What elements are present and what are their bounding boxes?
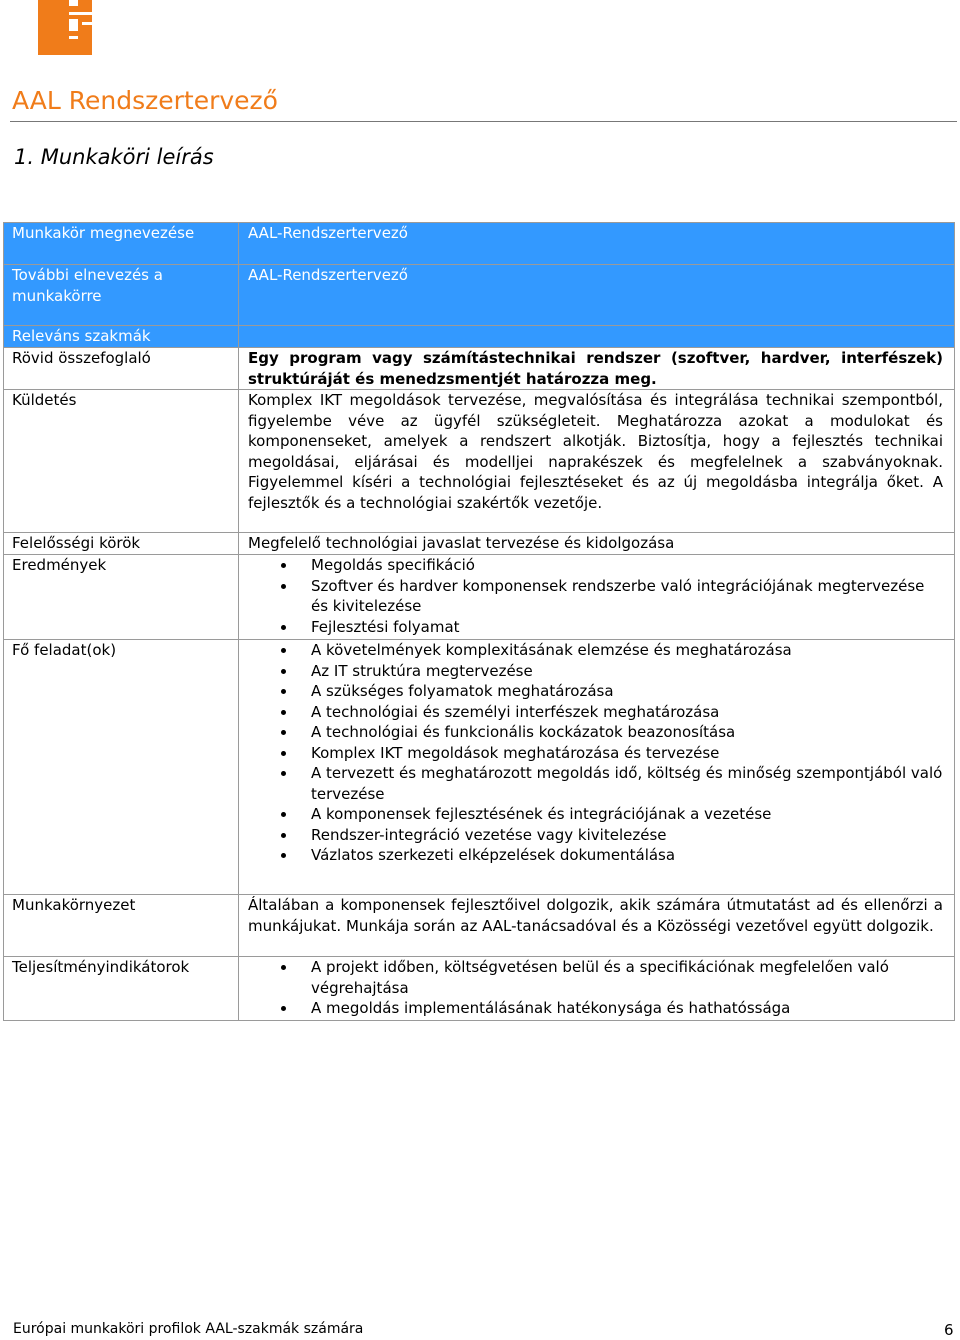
list-item: Vázlatos szerkezeti elképzelések dokumentálása xyxy=(248,845,943,866)
label-job-title: Munkakör megnevezése xyxy=(4,223,239,265)
list-item: A megoldás implementálásának hatékonysága és hathatóssága xyxy=(248,998,943,1019)
results-list xyxy=(248,555,943,637)
list-item: A követelmények komplexitásának elemzése és meghatározása xyxy=(248,640,943,661)
list-item: A projekt időben, költségvetésen belül és a specifikációnak megfelelően való végrehajtása xyxy=(248,957,943,998)
title-divider xyxy=(10,121,957,122)
value-mission: Komplex IKT megoldások tervezése, megvalósítása és integrálása technikai szempontból, figyelembe véve az ügyfél szükségleteit. Meghatározza azokat a modulokat és komponenseket, amelyek a rendszert alkotják. Biztosítja, hogy a fejlesztés technikai megoldásai, eljárásai és modelljei naprakészek és megfelelnek a szabványoknak. Figyelemmel kíséri a technológiai fejlesztéseket és az új megoldásba integrálja őket. A fejlesztők és a technológiai szakértők vezetője. xyxy=(239,390,955,533)
label-relevant-fields: Releváns szakmák xyxy=(4,326,239,348)
label-kpis: Teljesítményindikátorok xyxy=(4,957,239,1021)
row-results xyxy=(4,555,955,640)
label-responsibilities: Felelősségi körök xyxy=(4,533,239,555)
footer-text: Európai munkaköri profilok AAL-szakmák számára xyxy=(13,1321,364,1337)
logo-icon xyxy=(38,0,92,55)
list-item: Fejlesztési folyamat xyxy=(248,617,943,638)
label-alt-names: További elnevezés a munkakörre xyxy=(4,265,239,326)
row-alt-names xyxy=(4,265,955,326)
row-responsibilities xyxy=(4,533,955,555)
label-results: Eredmények xyxy=(4,555,239,640)
value-kpis xyxy=(239,957,955,1021)
row-main-tasks xyxy=(4,640,955,895)
list-item: A technológiai és funkcionális kockázatok beazonosítása xyxy=(248,722,943,743)
value-main-tasks xyxy=(239,640,955,895)
page-number: 6 xyxy=(944,1321,954,1339)
list-item: A tervezett és meghatározott megoldás idő, költség és minőség szempontjából való tervezése xyxy=(248,763,943,804)
value-environment: Általában a komponensek fejlesztőivel dolgozik, akik számára útmutatást ad és ellenőrzi a munkájukat. Munkája során az AAL-tanácsadóval és a Közösségi vezetővel együtt dolgozik. xyxy=(239,895,955,957)
row-kpis xyxy=(4,957,955,1021)
list-item: Szoftver és hardver komponensek rendszerbe való integrációjának megtervezése és kivitelezése xyxy=(248,576,943,617)
list-item: Komplex IKT megoldások meghatározása és tervezése xyxy=(248,743,943,764)
row-mission xyxy=(4,390,955,533)
label-main-tasks: Fő feladat(ok) xyxy=(4,640,239,895)
list-item: A komponensek fejlesztésének és integrációjának a vezetése xyxy=(248,804,943,825)
value-results xyxy=(239,555,955,640)
list-item: Megoldás specifikáció xyxy=(248,555,943,576)
label-summary: Rövid összefoglaló xyxy=(4,348,239,390)
list-item: Rendszer-integráció vezetése vagy kivitelezése xyxy=(248,825,943,846)
section-title: 1. Munkaköri leírás xyxy=(14,145,214,169)
value-job-title: AAL-Rendszertervező xyxy=(239,223,955,265)
value-alt-names: AAL-Rendszertervező xyxy=(239,265,955,326)
row-job-title xyxy=(4,223,955,265)
row-environment xyxy=(4,895,955,957)
value-summary: Egy program vagy számítástechnikai rendszer (szoftver, hardver, interfészek) struktúráját és menedzsmentjét határozza meg. xyxy=(239,348,955,390)
list-item: A szükséges folyamatok meghatározása xyxy=(248,681,943,702)
main-tasks-list xyxy=(248,640,943,866)
document-title: AAL Rendszertervező xyxy=(12,86,278,115)
label-mission: Küldetés xyxy=(4,390,239,533)
value-relevant-fields xyxy=(239,326,955,348)
job-profile-table xyxy=(3,222,955,1021)
label-environment: Munkakörnyezet xyxy=(4,895,239,957)
list-item: Az IT struktúra megtervezése xyxy=(248,661,943,682)
row-summary xyxy=(4,348,955,390)
list-item: A technológiai és személyi interfészek meghatározása xyxy=(248,702,943,723)
kpis-list xyxy=(248,957,943,1019)
row-relevant-fields xyxy=(4,326,955,348)
value-responsibilities: Megfelelő technológiai javaslat tervezése és kidolgozása xyxy=(239,533,955,555)
